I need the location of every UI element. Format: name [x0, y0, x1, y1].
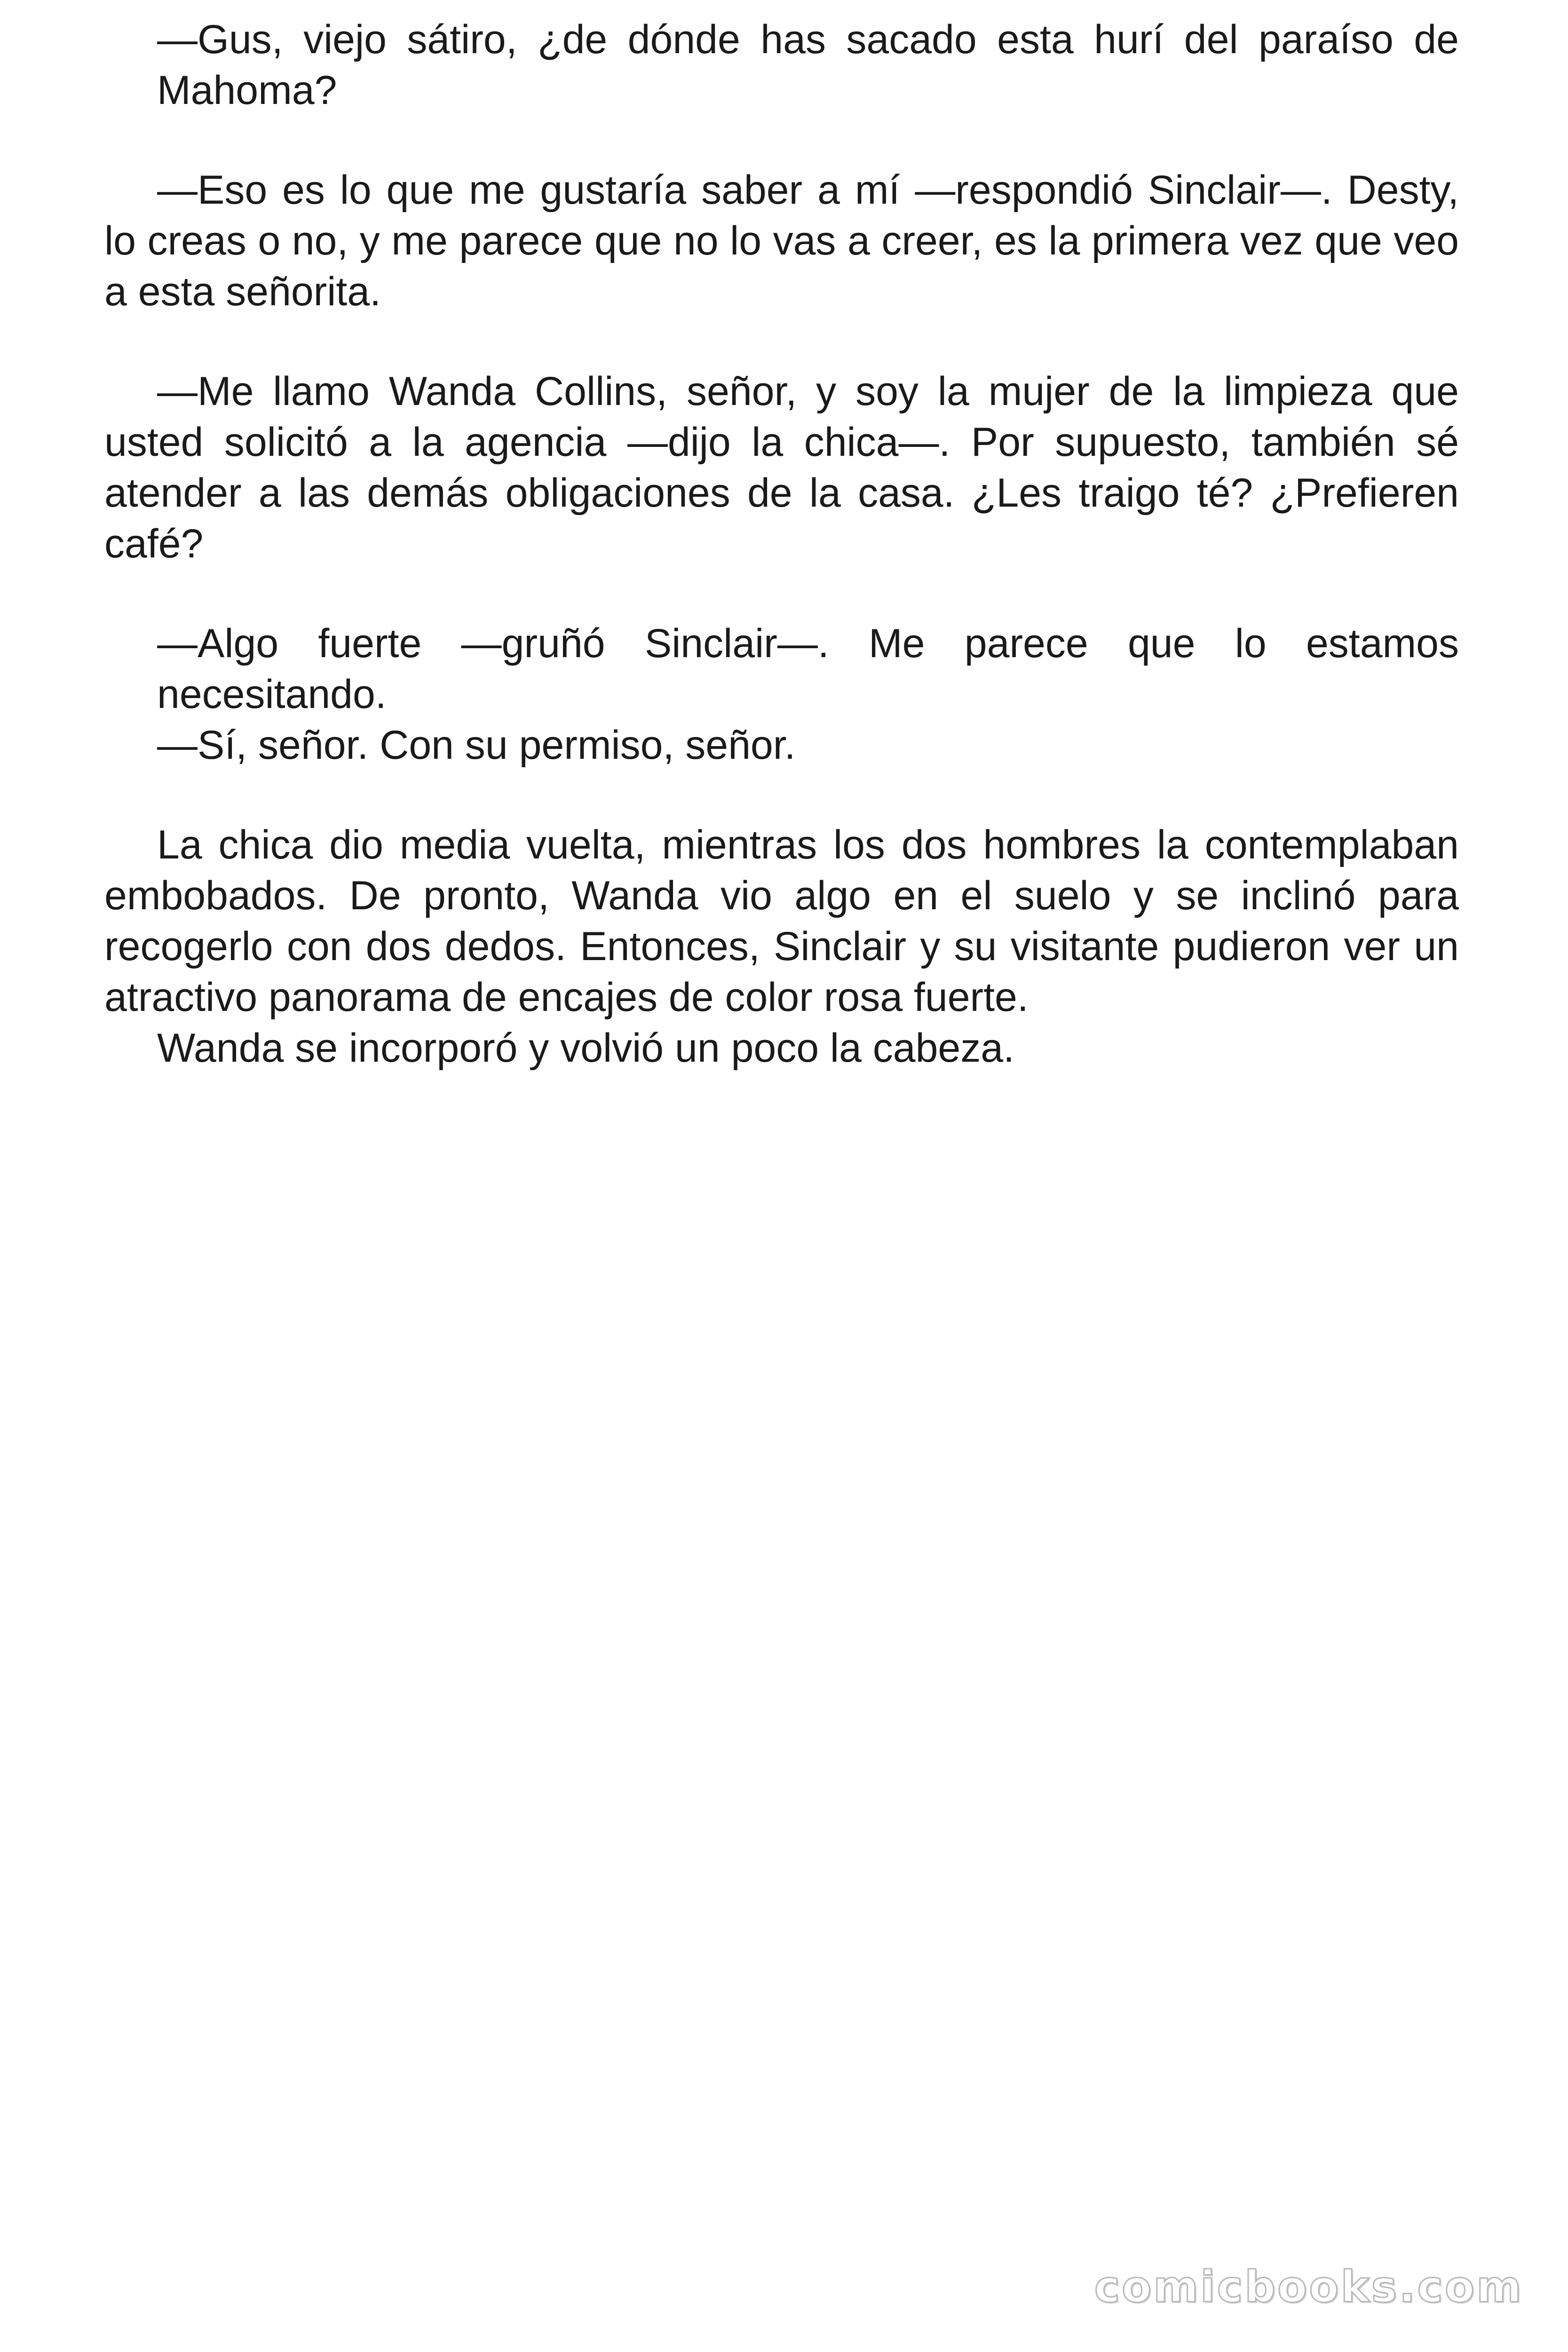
paragraph: La chica dio media vuelta, mientras los dos hombres la contemplaban embobados. De pronto, Wanda vio algo en el suelo y se inclinó para recogerlo con dos dedos. Entonces, Sinclair y su visitante pudieron ver un atractivo panorama de encajes de color rosa fuerte.: [104, 822, 1459, 1020]
paragraph: —Eso es lo que me gustaría saber a mí —respondió Sinclair—. Desty, lo creas o no, y me parece que no lo vas a creer, es la primera vez que veo a esta señorita.: [104, 167, 1459, 314]
paragraph: —Algo fuerte —gruñó Sinclair—. Me parece que lo estamos necesitando.: [157, 621, 1459, 717]
paragraph: —Me llamo Wanda Collins, señor, y soy la mujer de la limpieza que usted solicitó a la agencia —dijo la chica—. Por supuesto, también sé atender a las demás obligaciones de la casa. ¿Les traigo té? ¿Prefieren café?: [104, 369, 1459, 566]
watermark-logo: comicbooks.com: [1094, 2262, 1523, 2312]
body-text: [104, 14, 1459, 1073]
paragraph: —Sí, señor. Con su permiso, señor.: [157, 723, 796, 768]
paragraph: Wanda se incorporó y volvió un poco la cabeza.: [157, 1025, 1014, 1071]
paragraph: —Gus, viejo sátiro, ¿de dónde has sacado esta hurí del paraíso de Mahoma?: [157, 17, 1459, 113]
